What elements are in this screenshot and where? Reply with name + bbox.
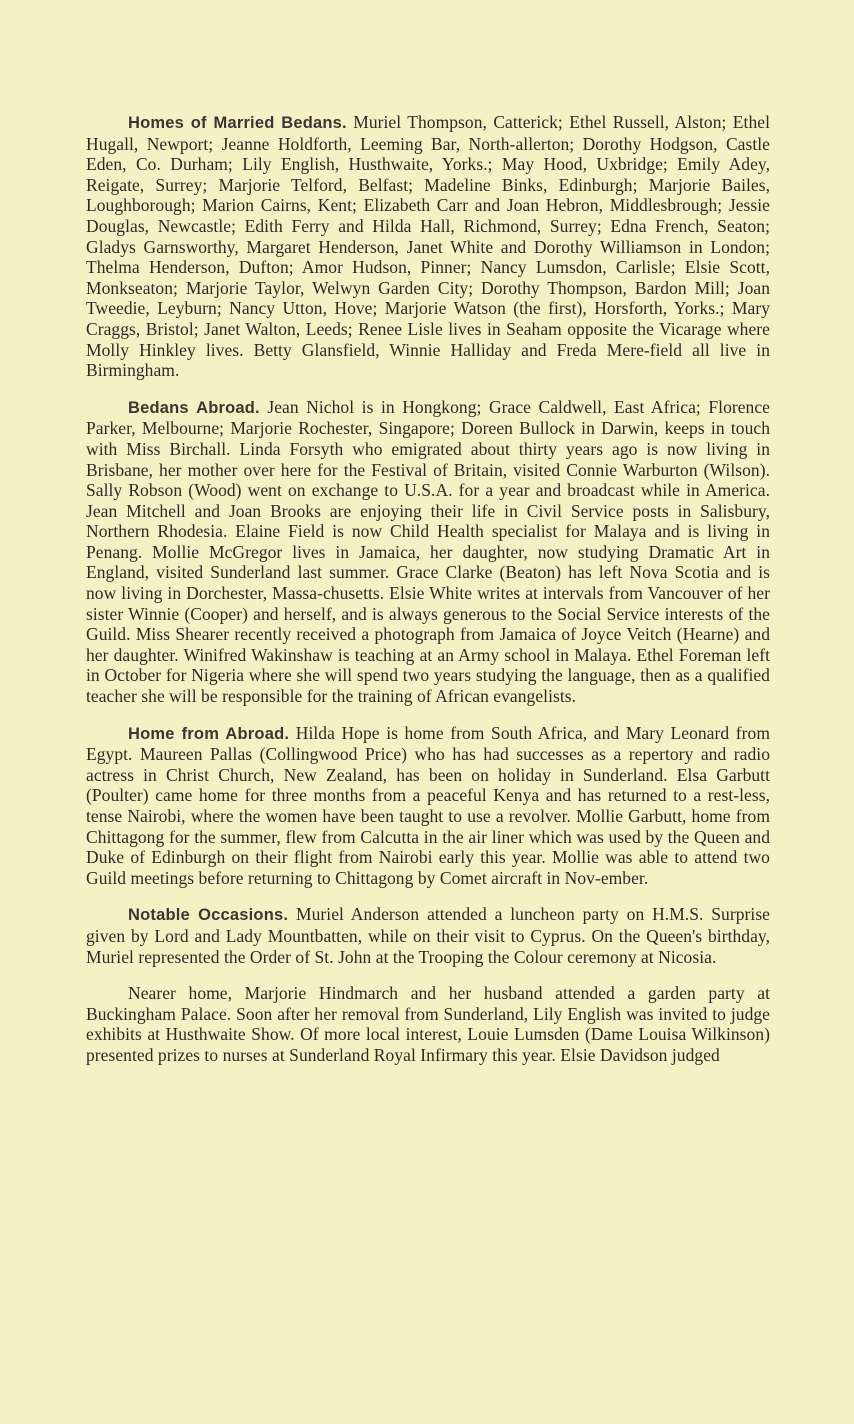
- paragraph-home-from-abroad: [86, 723, 770, 889]
- paragraph-text: Jean Nichol is in Hongkong; Grace Caldwell, East Africa; Florence Parker, Melbourne; Marjorie Rochester, Singapore; Doreen Bullock in Darwin, keeps in touch with Miss Birchall. Linda Forsyth who emigrated about thirty years ago is now living in Brisbane, her mother over here for the Festival of Britain, visited Connie Warburton (Wilson). Sally Robson (Wood) went on exchange to U.S.A. for a year and broadcast while in America. Jean Mitchell and Joan Brooks are enjoying their life in Civil Service posts in Salisbury, Northern Rhodesia. Elaine Field is now Child Health specialist for Malaya and is living in Penang. Mollie McGregor lives in Jamaica, her daughter, now studying Dramatic Art in England, visited Sunderland last summer. Grace Clarke (Beaton) has left Nova Scotia and is now living in Dorchester, Massa-chusetts. Elsie White writes at intervals from Vancouver of her sister Winnie (Cooper) and herself, and is always generous to the Social Service interests of the Guild. Miss Shearer recently received a photograph from Jamaica of Joyce Veitch (Hearne) and her daughter. Winifred Wakinshaw is teaching at an Army school in Malaya. Ethel Foreman left in October for Nigeria where she will spend two years studying the language, then as a qualified teacher she will be responsible for the training of African evangelists.: [86, 396, 770, 707]
- section-heading: Bedans Abroad.: [128, 398, 260, 417]
- paragraph-text: Hilda Hope is home from South Africa, and Mary Leonard from Egypt. Maureen Pallas (Collingwood Price) who has had successes as a repertory and radio actress in Christ Church, New Zealand, has been on holiday in Sunderland. Elsa Garbutt (Poulter) came home for three months from a peaceful Kenya and has returned to a rest-less, tense Nairobi, where the women have been taught to use a revolver. Mollie Garbutt, home from Chittagong for the summer, flew from Calcutta in the air liner which was used by the Queen and Duke of Edinburgh on their flight from Nairobi early this year. Mollie was able to attend two Guild meetings before returning to Chittagong by Comet aircraft in Nov-ember.: [86, 722, 770, 888]
- paragraph-notable-occasions: [86, 904, 770, 967]
- section-heading: Homes of Married Bedans.: [128, 114, 347, 132]
- paragraph-text: Nearer home, Marjorie Hindmarch and her husband attended a garden party at Buckingham Palace. Soon after her removal from Sunderland, Lily English was invited to judge exhibits at Husthwaite Show. Of more local interest, Louie Lumsden (Dame Louisa Wilkinson) presented prizes to nurses at Sunderland Royal Infirmary this year. Elsie Davidson judged: [86, 983, 770, 1065]
- paragraph-text: Muriel Anderson attended a luncheon party on H.M.S. Surprise given by Lord and Lady Mountbatten, while on their visit to Cyprus. On the Queen's birthday, Muriel represented the Order of St. John at the Trooping the Colour ceremony at Nicosia.: [86, 904, 771, 967]
- section-heading: Home from Abroad.: [128, 724, 290, 743]
- paragraph-homes-of-married-bedans: [86, 112, 770, 381]
- paragraph-nearer-home: [86, 983, 770, 1065]
- section-heading: Notable Occasions.: [128, 906, 289, 925]
- paragraph-text: Muriel Thompson, Catterick; Ethel Russell, Alston; Ethel Hugall, Newport; Jeanne Holdforth, Leeming Bar, North-allerton; Dorothy Hodgson, Castle Eden, Co. Durham; Lily English, Husthwaite, Yorks.; May Hood, Uxbridge; Emily Adey, Reigate, Surrey; Marjorie Telford, Belfast; Madeline Binks, Edinburgh; Marjorie Bailes, Loughborough; Marion Cairns, Kent; Elizabeth Carr and Joan Hebron, Middlesbrough; Jessie Douglas, Newcastle; Edith Ferry and Hilda Hall, Richmond, Surrey; Edna French, Seaton; Gladys Garnsworthy, Margaret Henderson, Janet White and Dorothy Williamson in London; Thelma Henderson, Dufton; Amor Hudson, Pinner; Nancy Lumsdon, Carlisle; Elsie Scott, Monkseaton; Marjorie Taylor, Welwyn Garden City; Dorothy Thompson, Bardon Mill; Joan Tweedie, Leyburn; Nancy Utton, Hove; Marjorie Watson (the first), Horsforth, Yorks.; Mary Craggs, Bristol; Janet Walton, Leeds; Renee Lisle lives in Seaham opposite the Vicarage where Molly Hinkley lives. Betty Glansfield, Winnie Halliday and Freda Mere-field all live in Birmingham.: [86, 112, 770, 381]
- paragraph-bedans-abroad: [86, 397, 770, 707]
